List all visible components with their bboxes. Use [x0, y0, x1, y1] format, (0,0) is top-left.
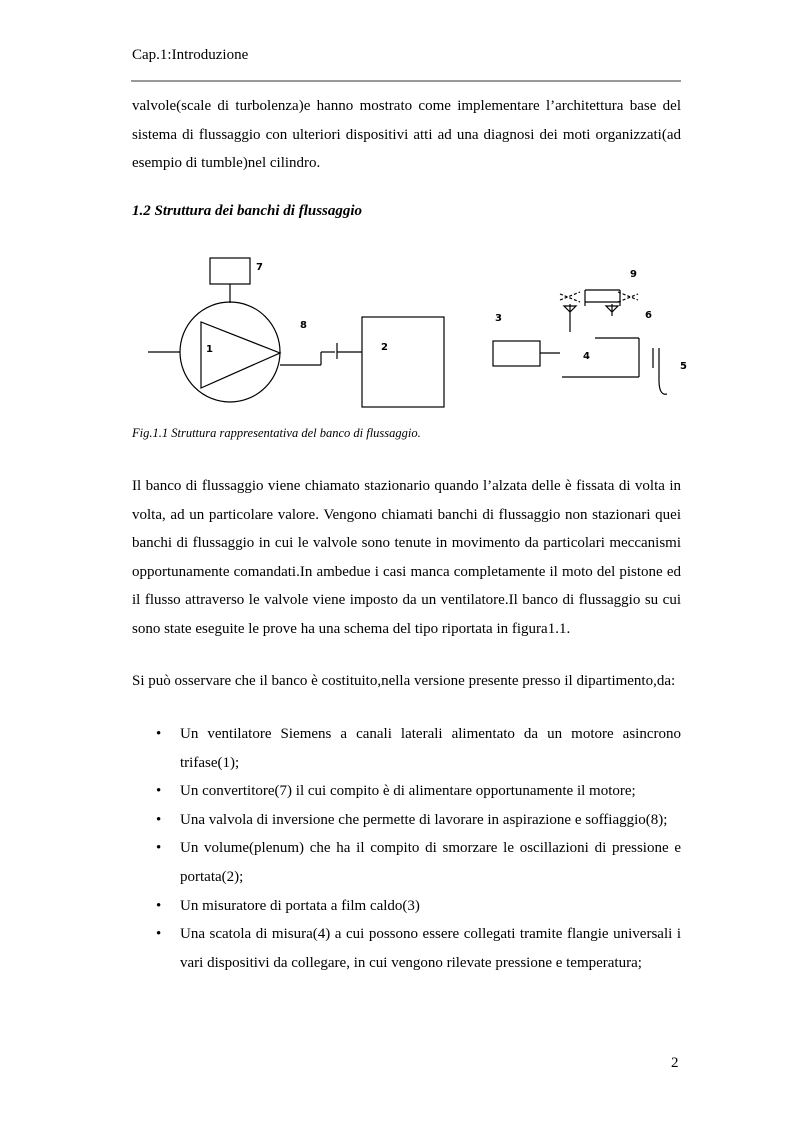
flow-bench-diagram [140, 250, 700, 420]
header-rule [131, 80, 681, 82]
flowmeter-box [493, 341, 540, 366]
list-item [132, 892, 681, 921]
bullet-marker: • [156, 811, 162, 828]
label-1: 1 [206, 344, 213, 355]
label-6: 6 [645, 310, 652, 321]
list-item [132, 920, 681, 977]
diagram-drawing [140, 250, 700, 420]
list-item [132, 720, 681, 777]
bullet-marker: • [156, 726, 162, 742]
bullet-marker: • [156, 840, 162, 857]
valve-right-arrow-b [618, 294, 638, 302]
component-list [132, 720, 681, 977]
list-item-text: Un convertitore(7) il cui compito è di alimentare opportunamente il motore; [180, 783, 636, 800]
figure-caption: Fig.1.1 Struttura rappresentativa del banco di flussaggio. [132, 426, 421, 440]
list-item-text: Un ventilatore Siemens a canali laterali alimentato da un motore asincrono trifase(1); [180, 726, 681, 771]
list-item-text: Una valvola di inversione che permette di lavorare in aspirazione e soffiaggio(8); [180, 811, 668, 828]
label-5: 5 [680, 361, 687, 372]
outlet-pipe-curve [659, 348, 667, 394]
list-item [132, 806, 681, 835]
label-3: 3 [495, 313, 502, 324]
label-2: 2 [381, 342, 388, 353]
list-item-text: Un misuratore di portata a film caldo(3) [180, 897, 420, 914]
paragraph-stationary-bench: Il banco di flussaggio viene chiamato stazionario quando l’alzata delle è fissata di volta in volta, ad un particolare valore. Vengono chiamati banchi di flussaggio non stazionari quei banchi di flussaggio in cui le valvole sono tenute in movimento da particolari meccanismi opportunamente comandati.In ambedue i casi manca completamente il moto del pistone ed il flusso attraverso le valvole viene imposto da un ventilatore.Il banco di flussaggio su cui sono state eseguite le prove ha una schema del tipo riportata in figura1.1. [132, 478, 681, 637]
bullet-marker: • [156, 897, 162, 914]
intro-paragraph: valvole(scale di turbolenza)e hanno mostrato come implementare l’architettura base del sistema di flussaggio con ulteriori dispositivi atti ad una diagnosi dei moti organizzati(ad esempio di tumble)nel cilindro. [132, 98, 681, 172]
plenum-box [362, 317, 444, 407]
list-item [132, 834, 681, 891]
section-title: 1.2 Struttura dei banchi di flussaggio [132, 203, 363, 219]
converter-box [210, 258, 250, 284]
running-header: Cap.1:Introduzione [132, 47, 249, 63]
page-number: 2 [671, 1055, 679, 1071]
fan-triangle [201, 322, 280, 388]
paragraph-components-intro: Si può osservare che il banco è costituito,nella versione presente presso il dipartimento,da: [132, 673, 676, 689]
fan-circle [180, 302, 280, 402]
list-item-text: Un volume(plenum) che ha il compito di smorzare le oscillazioni di pressione e portata(2); [180, 840, 681, 885]
valve-right-arrow-a [618, 292, 638, 300]
list-item [132, 777, 681, 806]
valve-left-arrow-a [560, 292, 580, 300]
list-item-text: Una scatola di misura(4) a cui possono essere collegati tramite flangie universali i vari dispositivi da collegare, in cui vengono rilevate pressione e temperatura; [180, 926, 681, 971]
label-7: 7 [256, 262, 263, 273]
bullet-marker: • [156, 783, 162, 800]
bullet-marker: • [156, 926, 162, 943]
label-4: 4 [583, 351, 590, 362]
label-8: 8 [300, 320, 307, 331]
label-9: 9 [630, 269, 637, 280]
valve-left-arrow-b [560, 294, 580, 302]
